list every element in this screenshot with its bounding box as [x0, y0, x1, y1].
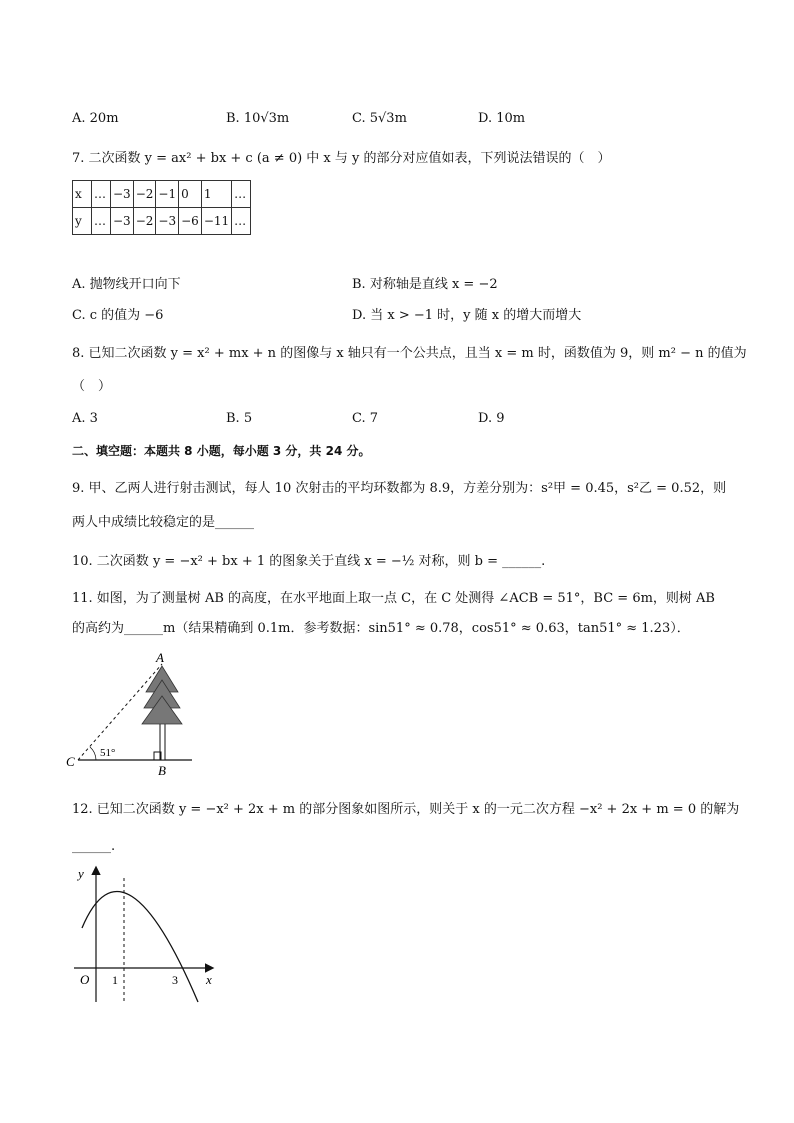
- table-cell: −6: [179, 208, 202, 235]
- table-cell: …: [92, 208, 111, 235]
- table-cell: −11: [201, 208, 231, 235]
- q8-option-c: C. 7: [352, 411, 379, 426]
- table-cell: …: [232, 181, 251, 208]
- q6-option-c: C. 5√3m: [352, 111, 407, 126]
- tree-height-figure: [66, 648, 206, 780]
- section-heading: 二、填空题：本题共 8 小题，每小题 3 分，共 24 分。: [72, 444, 371, 458]
- q7-stem: 7. 二次函数 y = ax² + bx + c (a ≠ 0) 中 x 与 y 的部分对应值如表，下列说法错误的（ ）: [72, 151, 611, 166]
- angle-arc: [90, 747, 96, 760]
- table-cell: y: [73, 208, 92, 235]
- q7-option-c: C. c 的值为 −6: [72, 308, 164, 323]
- parabola-figure: [66, 862, 222, 1008]
- q7-option-d: D. 当 x > −1 时，y 随 x 的增大而增大: [352, 308, 582, 323]
- table-cell: −3: [111, 208, 134, 235]
- q7-option-b: B. 对称轴是直线 x = −2: [352, 277, 498, 292]
- q7-option-a: A. 抛物线开口向下: [72, 277, 181, 292]
- q8-answer-paren: （ ）: [72, 379, 112, 394]
- table-cell: −2: [133, 181, 156, 208]
- table-row: [73, 181, 251, 208]
- table-cell: 0: [179, 181, 202, 208]
- label-c: C: [66, 754, 75, 769]
- origin-label: O: [80, 972, 90, 987]
- q7-value-table: [72, 180, 251, 235]
- q8-option-d: D. 9: [478, 411, 505, 426]
- tree-crown-bottom: [142, 696, 182, 724]
- q12-line-2: ______.: [72, 839, 116, 854]
- q10-stem: 10. 二次函数 y = −x² + bx + 1 的图象关于直线 x = −½ 对称，则 b = ______.: [72, 554, 546, 569]
- q6-option-d: D. 10m: [478, 111, 526, 126]
- q8-option-b: B. 5: [226, 411, 253, 426]
- table-cell: −3: [111, 181, 134, 208]
- tick-label-3: 3: [172, 973, 178, 987]
- table-cell: −2: [133, 208, 156, 235]
- q11-line-1: 11. 如图，为了测量树 AB 的高度，在水平地面上取一点 C，在 C 处测得 ∠ACB = 51°，BC = 6m，则树 AB: [72, 591, 715, 606]
- table-cell: x: [73, 181, 92, 208]
- sight-line: [78, 664, 162, 760]
- table-cell: −1: [156, 181, 179, 208]
- q6-option-b: B. 10√3m: [226, 111, 290, 126]
- table-cell: …: [232, 208, 251, 235]
- q6-option-a: A. 20m: [72, 111, 119, 126]
- parabola-curve: [82, 892, 198, 1002]
- y-axis-label: y: [78, 866, 84, 881]
- table-cell: …: [92, 181, 111, 208]
- tick-label-1: 1: [112, 973, 118, 987]
- angle-label: 51°: [100, 747, 116, 759]
- table-row: [73, 208, 251, 235]
- label-b: B: [158, 763, 166, 778]
- q9-line-2: 两人中成绩比较稳定的是______: [72, 515, 255, 530]
- label-a: A: [156, 650, 164, 665]
- table-cell: 1: [201, 181, 231, 208]
- q8-stem: 8. 已知二次函数 y = x² + mx + n 的图像与 x 轴只有一个公共点，且当 x = m 时，函数值为 9，则 m² − n 的值为: [72, 346, 747, 361]
- table-cell: −3: [156, 208, 179, 235]
- q9-line-1: 9. 甲、乙两人进行射击测试，每人 10 次射击的平均环数都为 8.9，方差分别为：s²甲 = 0.45，s²乙 = 0.52，则: [72, 481, 727, 496]
- x-axis-label: x: [206, 972, 212, 987]
- q11-line-2: 的高约为______m（结果精确到 0.1m．参考数据：sin51° ≈ 0.78，cos51° ≈ 0.63，tan51° ≈ 1.23）．: [72, 621, 690, 636]
- q8-option-a: A. 3: [72, 411, 98, 426]
- q12-line-1: 12. 已知二次函数 y = −x² + 2x + m 的部分图象如图所示，则关于 x 的一元二次方程 −x² + 2x + m = 0 的解为: [72, 802, 740, 817]
